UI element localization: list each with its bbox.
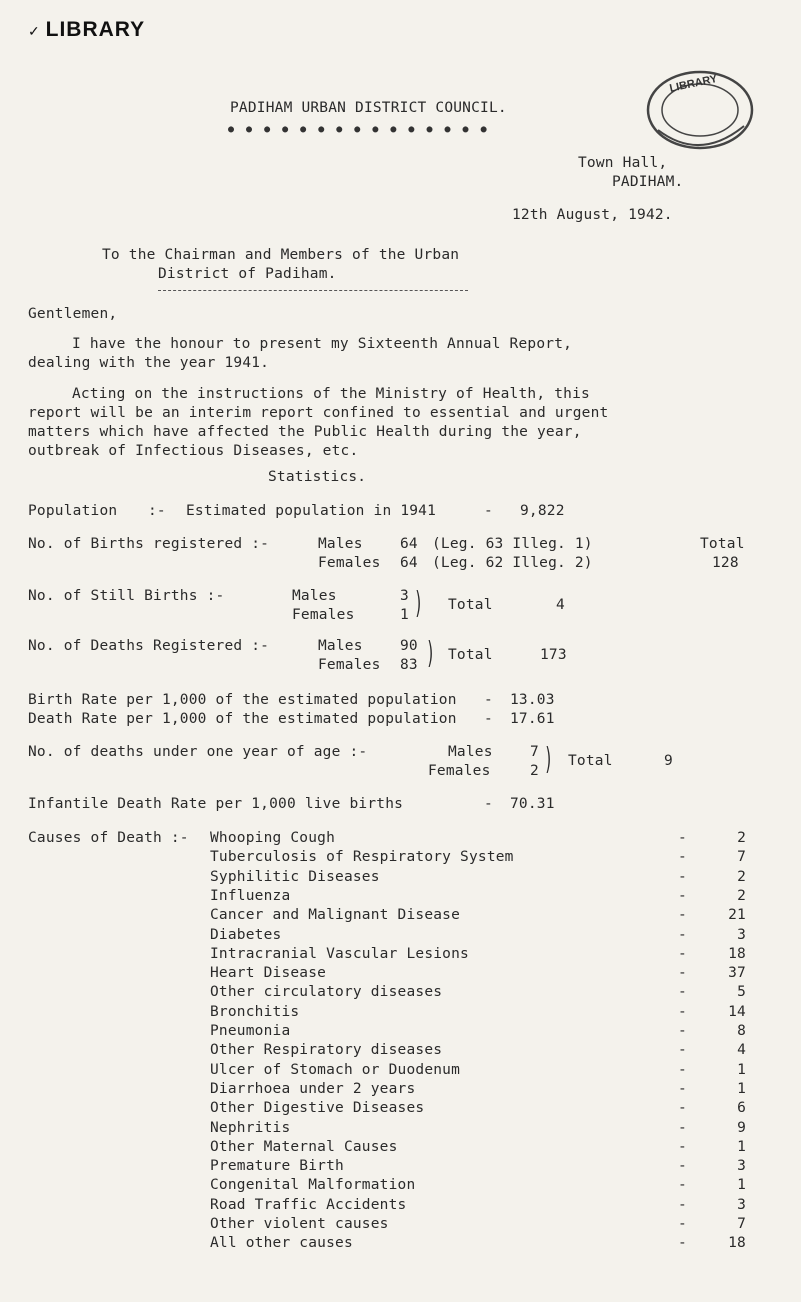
births-total-label: Total (700, 536, 745, 552)
population-sep: :- (148, 503, 166, 519)
cause-dash: - (678, 1138, 687, 1155)
cause-count: 7 (737, 849, 746, 866)
instructions-line-2: report will be an interim report confined to essential and urgent (28, 405, 609, 421)
cause-dash: - (678, 965, 687, 982)
births-label: No. of Births registered :- (28, 536, 270, 552)
cause-name: Road Traffic Accidents (210, 1196, 407, 1213)
infant-deaths-males-label: Males (448, 744, 493, 760)
birth-rate-value: 13.03 (510, 692, 555, 708)
cause-count: 1 (737, 1061, 746, 1078)
cause-dash: - (678, 1177, 687, 1194)
deaths-females-value: 83 (400, 657, 418, 673)
cause-name: Premature Birth (210, 1158, 344, 1175)
still-births-total-value: 4 (556, 597, 565, 613)
infantile-rate-label: Infantile Death Rate per 1,000 live births (28, 796, 404, 812)
cause-count: 4 (737, 1042, 746, 1059)
cause-count: 2 (737, 868, 746, 885)
statistics-heading: Statistics. (268, 469, 367, 485)
population-text: Estimated population in 1941 (186, 503, 437, 519)
cause-dash: - (678, 830, 687, 846)
cause-count: 2 (737, 830, 746, 846)
deaths-males-value: 90 (400, 638, 418, 654)
cause-name: Other circulatory diseases (210, 984, 443, 1001)
cause-dash: - (678, 887, 687, 904)
council-name: PADIHAM URBAN DISTRICT COUNCIL. (230, 100, 507, 116)
cause-name: Diabetes (210, 926, 282, 943)
cause-count: 8 (737, 1023, 746, 1039)
address-line-2: PADIHAM. (612, 174, 684, 190)
cause-dash: - (678, 1196, 687, 1213)
births-females-label: Females (318, 555, 381, 571)
seal-text: LIBRARY (668, 72, 719, 95)
population-label: Population (28, 503, 118, 519)
cause-name: Other Digestive Diseases (210, 1100, 425, 1117)
cause-count: 18 (728, 945, 746, 962)
births-males-detail: (Leg. 63 Illeg. 1) (432, 536, 593, 552)
cause-count: 7 (737, 1216, 746, 1232)
cause-name: Other Respiratory diseases (210, 1042, 443, 1059)
cause-name: Other violent causes (210, 1216, 389, 1232)
infantile-rate-dash: - (484, 796, 493, 812)
cause-count: 37 (728, 965, 746, 982)
still-births-total-label: Total (448, 597, 493, 613)
cause-dash: - (678, 1235, 687, 1252)
cause-name: Ulcer of Stomach or Duodenum (210, 1061, 461, 1078)
still-births-label: No. of Still Births :- (28, 588, 225, 604)
deaths-males-label: Males (318, 638, 363, 654)
cause-count: 9 (737, 1119, 746, 1136)
cause-name: Congenital Malformation (210, 1177, 416, 1194)
infant-deaths-total-label: Total (568, 753, 613, 769)
salutation: Gentlemen, (28, 306, 118, 322)
births-males-value: 64 (400, 536, 418, 552)
death-rate-dash: - (484, 711, 493, 727)
cause-name: Whooping Cough (210, 830, 336, 846)
instructions-line-1: Acting on the instructions of the Ministry of Health, this (72, 386, 590, 402)
cause-dash: - (678, 1100, 687, 1117)
intro-line-2: dealing with the year 1941. (28, 355, 270, 371)
cause-name: All other causes (210, 1235, 353, 1252)
infant-deaths-brace: ) (544, 742, 554, 777)
infant-deaths-males-value: 7 (530, 744, 539, 760)
still-births-females-value: 1 (400, 607, 409, 623)
cause-name: Nephritis (210, 1119, 291, 1136)
cause-name: Bronchitis (210, 1003, 300, 1020)
instructions-line-3: matters which have affected the Public Health during the year, (28, 424, 582, 440)
infant-deaths-label: No. of deaths under one year of age :- (28, 744, 368, 760)
cause-count: 18 (728, 1235, 746, 1252)
still-births-females-label: Females (292, 607, 355, 623)
cause-count: 1 (737, 1080, 746, 1097)
instructions-line-4: outbreak of Infectious Diseases, etc. (28, 443, 359, 459)
cause-name: Intracranial Vascular Lesions (210, 945, 469, 962)
cause-dash: - (678, 1080, 687, 1097)
death-rate-label: Death Rate per 1,000 of the estimated population (28, 711, 457, 727)
still-births-males-label: Males (292, 588, 337, 604)
address-line-1: Town Hall, (578, 155, 668, 171)
intro-line-1: I have the honour to present my Sixteenth Annual Report, (72, 336, 573, 352)
cause-name: Heart Disease (210, 965, 327, 982)
still-births-males-value: 3 (400, 588, 409, 604)
infant-deaths-total-value: 9 (664, 753, 673, 769)
infant-deaths-females-label: Females (428, 763, 491, 779)
cause-count: 1 (737, 1138, 746, 1155)
library-stamp-text: LIBRARY (45, 18, 146, 41)
cause-count: 21 (728, 907, 746, 924)
letterhead-dotted-rule: ● ● ● ● ● ● ● ● ● ● ● ● ● ● ● (228, 124, 490, 135)
births-males-label: Males (318, 536, 363, 552)
cause-dash: - (678, 849, 687, 866)
causes-label: Causes of Death :- (28, 830, 189, 846)
cause-dash: - (678, 868, 687, 885)
cause-name: Tuberculosis of Respiratory System (210, 849, 514, 866)
infant-deaths-females-value: 2 (530, 763, 539, 779)
addressee-line-2: District of Padiham. (158, 266, 337, 282)
deaths-label: No. of Deaths Registered :- (28, 638, 270, 654)
cause-count: 3 (737, 1196, 746, 1213)
library-stamp-tick: ✓ (28, 23, 46, 39)
births-females-value: 64 (400, 555, 418, 571)
births-females-detail: (Leg. 62 Illeg. 2) (432, 555, 593, 571)
cause-name: Diarrhoea under 2 years (210, 1080, 416, 1097)
cause-dash: - (678, 1119, 687, 1136)
cause-dash: - (678, 1061, 687, 1078)
cause-dash: - (678, 907, 687, 924)
cause-dash: - (678, 1003, 687, 1020)
cause-count: 5 (737, 984, 746, 1001)
still-births-brace: ) (414, 586, 424, 621)
cause-name: Other Maternal Causes (210, 1138, 398, 1155)
cause-name: Pneumonia (210, 1023, 291, 1039)
addressee-underline (158, 290, 468, 291)
cause-dash: - (678, 945, 687, 962)
cause-dash: - (678, 984, 687, 1001)
cause-dash: - (678, 926, 687, 943)
cause-name: Cancer and Malignant Disease (210, 907, 461, 924)
cause-dash: - (678, 1158, 687, 1175)
cause-count: 6 (737, 1100, 746, 1117)
births-total-value: 128 (712, 555, 739, 571)
deaths-total-value: 173 (540, 647, 567, 663)
death-rate-value: 17.61 (510, 711, 555, 727)
cause-count: 3 (737, 926, 746, 943)
population-value: 9,822 (520, 503, 565, 519)
deaths-brace: ) (426, 636, 436, 671)
cause-dash: - (678, 1042, 687, 1059)
addressee-line-1: To the Chairman and Members of the Urban (102, 247, 460, 263)
birth-rate-label: Birth Rate per 1,000 of the estimated population (28, 692, 457, 708)
deaths-females-label: Females (318, 657, 381, 673)
library-stamp (28, 18, 145, 42)
cause-count: 3 (737, 1158, 746, 1175)
birth-rate-dash: - (484, 692, 493, 708)
cause-dash: - (678, 1023, 687, 1039)
cause-count: 14 (728, 1003, 746, 1020)
cause-name: Syphilitic Diseases (210, 868, 380, 885)
population-dash: - (484, 503, 493, 519)
cause-dash: - (678, 1216, 687, 1232)
cause-count: 1 (737, 1177, 746, 1194)
cause-name: Influenza (210, 887, 291, 904)
letter-date: 12th August, 1942. (512, 207, 673, 223)
deaths-total-label: Total (448, 647, 493, 663)
cause-count: 2 (737, 887, 746, 904)
infantile-rate-value: 70.31 (510, 796, 555, 812)
council-seal-icon (640, 66, 760, 158)
